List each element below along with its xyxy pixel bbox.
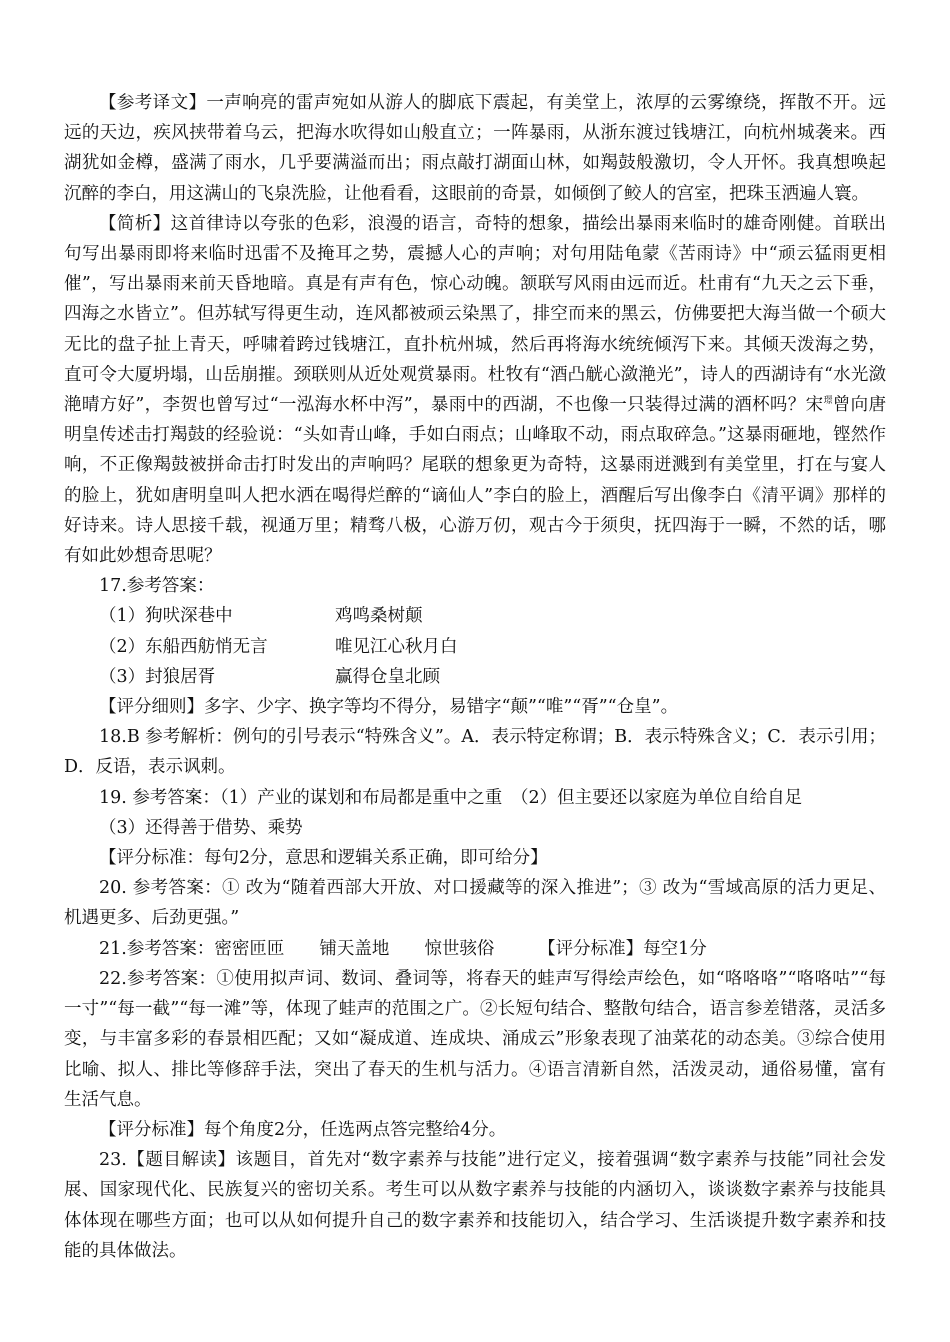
q17-answer-a: （3）封狼居胥 (99, 666, 216, 687)
q17-answer-b: 唯见江心秋月白 (335, 636, 458, 657)
q17-answer-b: 赢得仓皇北顾 (335, 666, 440, 687)
q19-answer-line1: 19. 参考答案：（1）产业的谋划和布局都是重中之重 （2）但主要还以家庭为单位自给自足 (99, 787, 803, 808)
q17-row-2 (64, 632, 886, 662)
q21-answer: 21.参考答案：密密匝匝 铺天盖地 惊世骇俗 【评分标准】每空1分 (99, 938, 707, 959)
analysis-paragraph (64, 209, 886, 571)
q17-answer-b: 鸡鸣桑树颠 (335, 606, 423, 627)
q17-answer-a: （1）狗吠深巷中 (99, 606, 233, 627)
q20-answer: 20. 参考答案：① 改为“随着西部大开放、对口援藏等的深入推进”；③ 改为“雪域高原的活力更足、机遇更多、后劲更强。” (64, 878, 886, 929)
q17-row-3 (64, 662, 886, 692)
document-body (64, 88, 886, 1266)
q19-answer-line2: （3）还得善于借势、乘势 (99, 817, 303, 838)
q17-title: 17.参考答案： (99, 576, 215, 597)
q17-row-1 (64, 601, 886, 631)
q22-answer: 22.参考答案：①使用拟声词、数词、叠词等，将春天的蛙声写得绘声绘色，如“咯咯咯”“咯咯咕”“每一寸”“每一截”“每一滩”等，体现了蛙声的范围之广。②长短句结合、整散句结合，语言参差错落，灵活多变，与丰富多彩的春景相匹配；又如“凝成道、连成块、涌成云”形象表现了油菜花的动态美。③综合使用比喻、拟人、排比等修辞手法，突出了春天的生机与活力。④语言清新自然，活泼灵动，通俗易懂，富有生活气息。 (64, 968, 886, 1110)
q23-interpretation: 23.【题目解读】该题目，首先对“数字素养与技能”进行定义，接着强调“数字素养与技能”同社会发展、国家现代化、民族复兴的密切关系。考生可以从数字素养与技能的内涵切入，谈谈数字素养与技能具体体现在哪些方面；也可以从如何提升自己的数字素养和技能切入，结合学习、生活谈提升数字素养和技能的具体做法。 (64, 1150, 886, 1261)
translation-paragraph: 【参考译文】一声响亮的雷声宛如从游人的脚底下震起，有美堂上，浓厚的云雾缭绕，挥散不开。远远的天边，疾风挟带着乌云，把海水吹得如山般直立；一阵暴雨，从浙东渡过钱塘江，向杭州城袭来。西湖犹如金樽，盛满了雨水，几乎要满溢而出；雨点敲打湖面山林，如羯鼓般激切，令人开怀。我真想唤起沉醉的李白，用这满山的飞泉洗脸，让他看看，这眼前的奇景，如倾倒了鲛人的宫室，把珠玉洒遍人寰。 (64, 93, 886, 204)
analysis-text-2: 曾向唐明皇传述击打羯鼓的经验说：“头如青山峰，手如白雨点；山峰取不动，雨点取碎急。”这暴雨砸地，铿然作响，不正像羯鼓被拼命击打时发出的声响吗？尾联的想象更为奇特，这暴雨迸溅到有美堂里，打在与宴人的脸上，犹如唐明皇叫人把水洒在喝得烂醉的“谪仙人”李白的脸上，酒醒后写出像李白《清平调》那样的好诗来。诗人思接千载，视通万里；精骛八极，心游万仞，观古今于须臾，抚四海于一瞬，不然的话，哪有如此妙想奇思呢？ (64, 395, 886, 567)
q19-scoring-rule: 【评分标准：每句2分，意思和逻辑关系正确，即可给分】 (99, 848, 548, 869)
analysis-superscript: 璟 (823, 396, 833, 407)
q18-answer: 18.B 参考解析：例句的引号表示“特殊含义”。A．表示特定称谓；B．表示特殊含义；C．表示引用；D．反语，表示讽刺。 (64, 727, 886, 778)
analysis-text-1: 【简析】这首律诗以夸张的色彩，浪漫的语言，奇特的想象，描绘出暴雨来临时的雄奇刚健。首联出句写出暴雨即将来临时迅雷不及掩耳之势，震撼人心的声响；对句用陆龟蒙《苦雨诗》中“顽云猛雨更相催”，写出暴雨来前天昏地暗。真是有声有色，惊心动魄。颔联写风雨由远而近。杜甫有“九天之云下垂，四海之水皆立”。但苏轼写得更生动，连风都被顽云染黑了，排空而来的黑云，仿佛要把大海当做一个硕大无比的盘子扯上青天，呼啸着跨过钱塘江，直扑杭州城，然后再将海水统统倾泻下来。其倾天泼海之势，直可令大厦坍塌，山岳崩摧。颈联则从近处观赏暴雨。杜牧有“酒凸觥心潋滟光”，诗人的西湖诗有“水光潋滟晴方好”，李贺也曾写过“一泓海水杯中泻”，暴雨中的西湖，不也像一只装得过满的酒杯吗？宋 (64, 213, 886, 416)
q22-scoring-rule: 【评分标准】每个角度2分，任选两点答完整给4分。 (99, 1119, 507, 1140)
q17-answer-a: （2）东船西舫悄无言 (99, 636, 268, 657)
q17-scoring-rule: 【评分细则】多字、少字、换字等均不得分，易错字“颠”“唯”“胥”“仓皇”。 (99, 697, 679, 718)
